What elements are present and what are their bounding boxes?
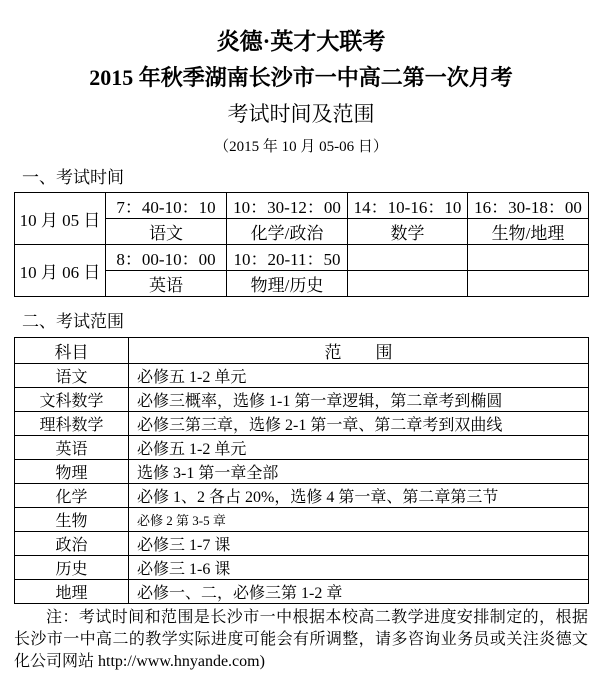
subject-cell: 理科数学 (15, 412, 129, 436)
range-cell: 选修 3-1 第一章全部 (129, 460, 589, 484)
table-row (15, 245, 589, 271)
range-cell: 必修 2 第 3-5 章 (129, 508, 589, 532)
subject-cell: 化学 (15, 484, 129, 508)
section-heading-exam-time: 一、考试时间 (22, 168, 124, 187)
table-row (15, 364, 589, 388)
exam-brand-title: 炎德·英才大联考 (216, 29, 386, 54)
time-cell (348, 245, 468, 271)
time-cell: 10：20-11：50 (227, 245, 348, 271)
column-header-range: 范 围 (129, 338, 589, 364)
table-row (15, 436, 589, 460)
range-cell: 必修三 1-6 课 (129, 556, 589, 580)
date-cell: 10 月 06 日 (15, 245, 106, 297)
footer-note: 注：考试时间和范围是长沙市一中根据本校高二教学进度安排制定的，根据长沙市一中高二的教学实际进度可能会有所调整，请多咨询业务员或关注炎德文化公司网站 http://www.hnyande.com) (14, 609, 588, 670)
exam-date-subtitle: （2015 年 10 月 05-06 日） (214, 139, 388, 155)
exam-range-table (14, 337, 589, 604)
range-cell: 必修 1、2 各占 20%，选修 4 第一章、第二章第三节 (129, 484, 589, 508)
time-cell: 16：30-18：00 (468, 193, 589, 219)
subject-cell: 语文 (106, 219, 227, 245)
subject-cell (348, 271, 468, 297)
time-cell (468, 245, 589, 271)
time-cell: 10：30-12：00 (227, 193, 348, 219)
table-row (15, 193, 589, 219)
table-row (15, 484, 589, 508)
range-cell: 必修三概率，选修 1-1 第一章逻辑，第二章考到椭圆 (129, 388, 589, 412)
table-header-row (15, 338, 589, 364)
subject-cell: 数学 (348, 219, 468, 245)
table-row (15, 460, 589, 484)
table-row (15, 556, 589, 580)
table-row (15, 388, 589, 412)
range-cell: 必修一、二，必修三第 1-2 章 (129, 580, 589, 604)
table-row (15, 508, 589, 532)
subject-cell (468, 271, 589, 297)
table-row (15, 412, 589, 436)
subject-cell: 地理 (15, 580, 129, 604)
subject-cell: 语文 (15, 364, 129, 388)
time-cell: 8：00-10：00 (106, 245, 227, 271)
range-cell: 必修三第三章，选修 2-1 第一章、第二章考到双曲线 (129, 412, 589, 436)
time-cell: 7：40-10：10 (106, 193, 227, 219)
exam-session-title: 2015 年秋季湖南长沙市一中高二第一次月考 (89, 65, 513, 90)
subject-cell: 化学/政治 (227, 219, 348, 245)
subject-cell: 英语 (15, 436, 129, 460)
time-cell: 14：10-16：10 (348, 193, 468, 219)
subject-cell: 英语 (106, 271, 227, 297)
subject-cell: 物理 (15, 460, 129, 484)
subject-cell: 历史 (15, 556, 129, 580)
range-cell: 必修五 1-2 单元 (129, 364, 589, 388)
subject-cell: 政治 (15, 532, 129, 556)
subject-cell: 物理/历史 (227, 271, 348, 297)
section-heading-exam-scope: 二、考试范围 (22, 312, 124, 331)
exam-time-table (14, 192, 589, 297)
subject-cell: 生物 (15, 508, 129, 532)
subject-cell: 生物/地理 (468, 219, 589, 245)
date-cell: 10 月 05 日 (15, 193, 106, 245)
exam-scope-title: 考试时间及范围 (227, 102, 375, 126)
table-row (15, 532, 589, 556)
subject-cell: 文科数学 (15, 388, 129, 412)
range-cell: 必修三 1-7 课 (129, 532, 589, 556)
range-cell: 必修五 1-2 单元 (129, 436, 589, 460)
column-header-subject: 科目 (15, 338, 129, 364)
table-row (15, 580, 589, 604)
